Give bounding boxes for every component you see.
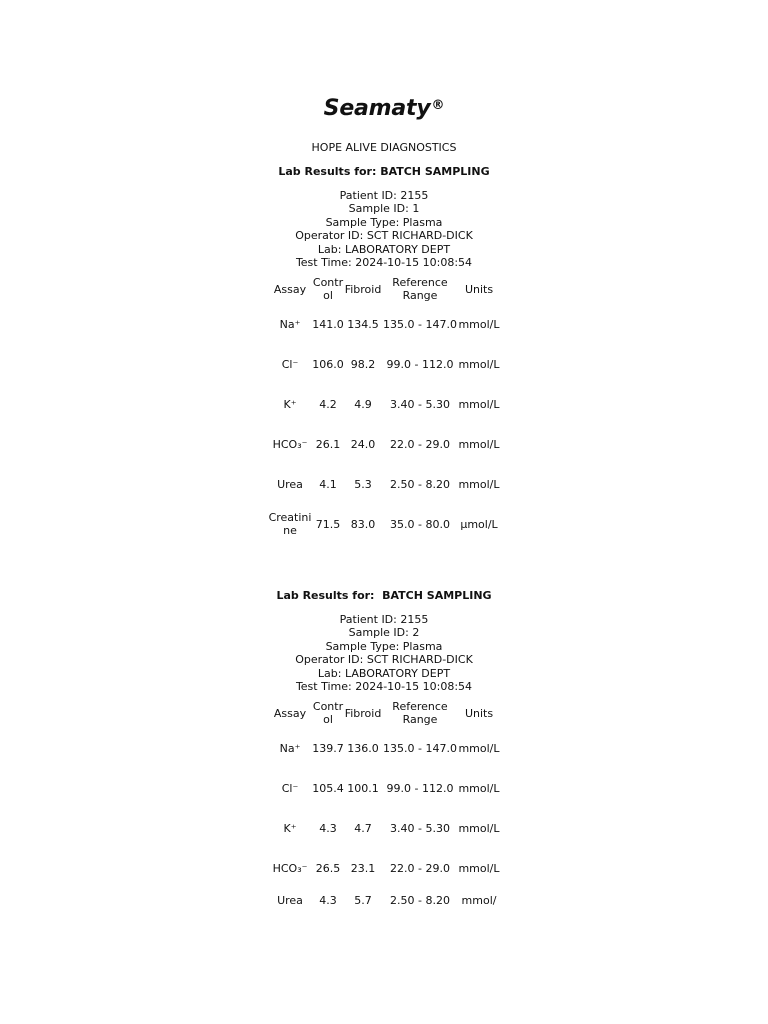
- units-value: mmol/L: [458, 861, 500, 875]
- units-value: mmol/: [461, 893, 497, 907]
- assay-name: Na⁺: [279, 317, 301, 331]
- report-title: Lab Results for: BATCH SAMPLING: [278, 165, 490, 178]
- control-value: 4.3: [319, 821, 337, 835]
- operator-id: Operator ID: SCT RICHARD-DICK: [295, 653, 473, 667]
- assay-name: K⁺: [283, 397, 297, 411]
- table-row: [268, 728, 504, 768]
- reference-range: 3.40 - 5.30: [390, 397, 450, 411]
- fibroid-value: 23.1: [350, 861, 376, 875]
- assay-name: HCO₃⁻: [272, 861, 308, 875]
- logo-text: Seamaty: [323, 96, 431, 121]
- reference-range: 22.0 - 29.0: [390, 437, 450, 451]
- col-header-units: Units: [464, 282, 494, 296]
- control-value: 105.4: [312, 781, 344, 795]
- assay-name: Cl⁻: [281, 781, 299, 795]
- reference-range: 135.0 - 147.0: [383, 317, 457, 331]
- control-value: 106.0: [312, 357, 344, 371]
- table-row: [268, 888, 504, 912]
- reference-range: 22.0 - 29.0: [390, 861, 450, 875]
- assay-name: K⁺: [283, 821, 297, 835]
- test-time: Test Time: 2024-10-15 10:08:54: [295, 680, 473, 694]
- control-value: 141.0: [312, 317, 344, 331]
- fibroid-value: 5.3: [354, 477, 372, 491]
- table-header-row: [268, 698, 504, 728]
- control-value: 4.3: [319, 893, 337, 907]
- col-header-units: Units: [464, 706, 494, 720]
- patient-id: Patient ID: 2155: [339, 189, 429, 202]
- control-value: 139.7: [312, 741, 344, 755]
- control-value: 4.2: [319, 397, 337, 411]
- units-value: mmol/L: [458, 477, 500, 491]
- reference-range: 2.50 - 8.20: [390, 893, 450, 907]
- sample-id: Sample ID: 2: [348, 626, 420, 640]
- fibroid-value: 4.7: [354, 821, 372, 835]
- fibroid-value: 134.5: [347, 317, 379, 331]
- assay-name: Cl⁻: [281, 357, 299, 371]
- col-header-fibroid: Fibroid: [344, 282, 382, 296]
- reference-range: 35.0 - 80.0: [390, 517, 450, 531]
- report-section-2: [0, 589, 768, 912]
- results-table: [268, 274, 504, 544]
- patient-id: Patient ID: 2155: [339, 613, 429, 626]
- table-header-row: [268, 274, 504, 304]
- results-table: [268, 698, 504, 912]
- sample-type: Sample Type: Plasma: [325, 215, 443, 229]
- assay-name: HCO₃⁻: [272, 437, 308, 451]
- fibroid-value: 4.9: [354, 397, 372, 411]
- table-row: [268, 424, 504, 464]
- units-value: mmol/L: [458, 781, 500, 795]
- reference-range: 3.40 - 5.30: [390, 821, 450, 835]
- sample-type: Sample Type: Plasma: [325, 639, 443, 653]
- fibroid-value: 98.2: [350, 357, 376, 371]
- test-time: Test Time: 2024-10-15 10:08:54: [295, 256, 473, 270]
- reference-range: 135.0 - 147.0: [383, 741, 457, 755]
- col-header-control: Control: [312, 700, 344, 727]
- units-value: mmol/L: [458, 357, 500, 371]
- lab-name: HOPE ALIVE DIAGNOSTICS: [311, 141, 457, 154]
- units-value: mmol/L: [458, 821, 500, 835]
- assay-name: Urea: [277, 477, 303, 491]
- control-value: 71.5: [315, 517, 341, 531]
- control-value: 26.5: [315, 861, 341, 875]
- col-header-control: Control: [312, 276, 344, 303]
- table-row: [268, 304, 504, 344]
- lab-dept: Lab: LABORATORY DEPT: [317, 666, 451, 680]
- table-row: [268, 504, 504, 544]
- units-value: mmol/L: [458, 437, 500, 451]
- units-value: mmol/L: [458, 741, 500, 755]
- col-header-fibroid: Fibroid: [344, 706, 382, 720]
- fibroid-value: 136.0: [347, 741, 379, 755]
- fibroid-value: 24.0: [350, 437, 376, 451]
- control-value: 26.1: [315, 437, 341, 451]
- col-header-assay: Assay: [273, 282, 307, 296]
- seamaty-logo: [0, 96, 768, 121]
- table-row: [268, 848, 504, 888]
- table-row: [268, 768, 504, 808]
- reference-range: 99.0 - 112.0: [386, 781, 454, 795]
- col-header-reference: Reference Range: [392, 276, 448, 303]
- report-section-1: [0, 165, 768, 544]
- lab-dept: Lab: LABORATORY DEPT: [317, 242, 451, 256]
- control-value: 4.1: [319, 477, 337, 491]
- report-info: [0, 613, 768, 693]
- reference-range: 99.0 - 112.0: [386, 357, 454, 371]
- units-value: µmol/L: [460, 517, 498, 531]
- table-row: [268, 808, 504, 848]
- operator-id: Operator ID: SCT RICHARD-DICK: [295, 229, 473, 243]
- report-info: [0, 189, 768, 269]
- col-header-reference: Reference Range: [392, 700, 448, 727]
- assay-name: Creatinine: [268, 511, 312, 538]
- col-header-assay: Assay: [273, 706, 307, 720]
- fibroid-value: 5.7: [354, 893, 372, 907]
- assay-name: Na⁺: [279, 741, 301, 755]
- sample-id: Sample ID: 1: [348, 202, 420, 216]
- units-value: mmol/L: [458, 397, 500, 411]
- table-row: [268, 344, 504, 384]
- reference-range: 2.50 - 8.20: [390, 477, 450, 491]
- registered-mark: ®: [431, 98, 445, 113]
- fibroid-value: 100.1: [347, 781, 379, 795]
- report-title: Lab Results for: BATCH SAMPLING: [276, 589, 492, 602]
- fibroid-value: 83.0: [350, 517, 376, 531]
- assay-name: Urea: [277, 893, 303, 907]
- table-row: [268, 464, 504, 504]
- table-row: [268, 384, 504, 424]
- units-value: mmol/L: [458, 317, 500, 331]
